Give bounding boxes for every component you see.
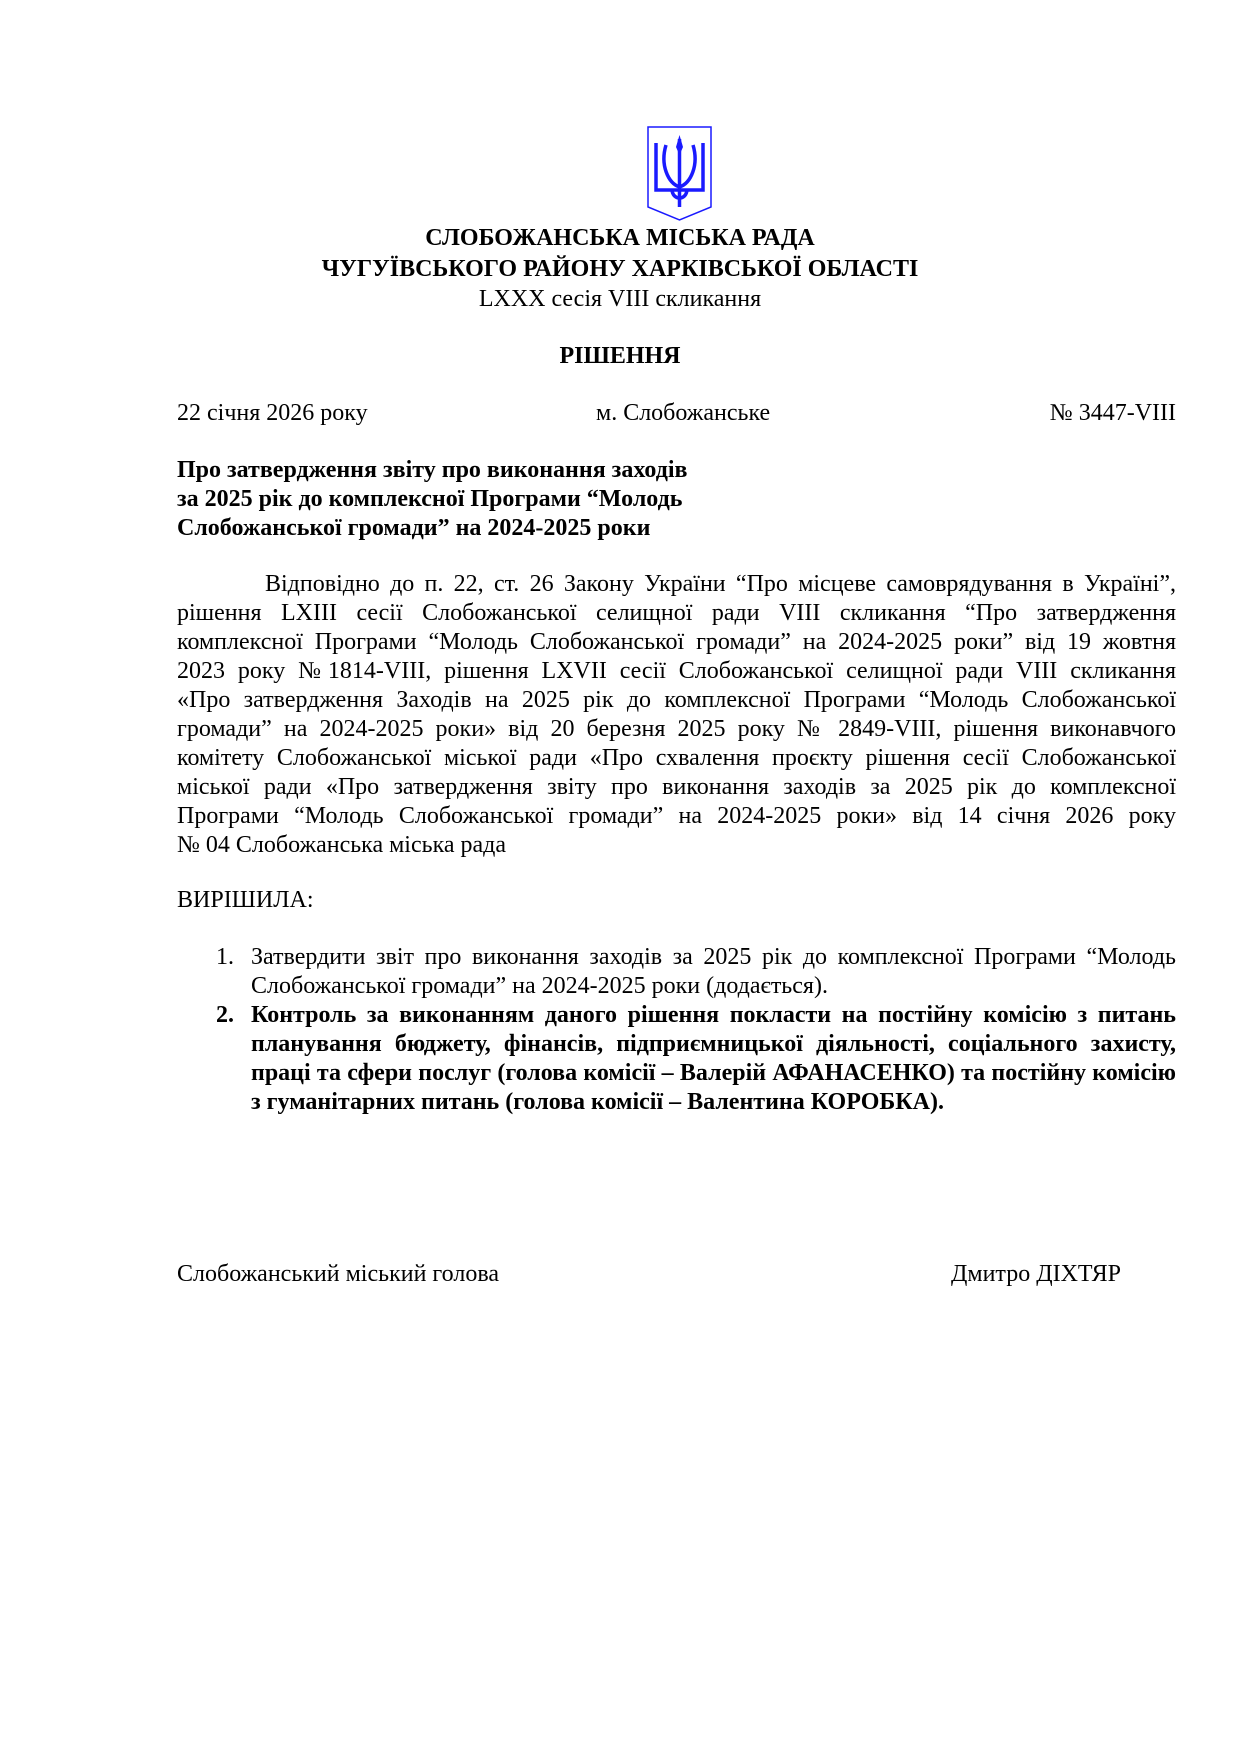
list-number: 1. — [216, 944, 234, 970]
coat-of-arms-icon — [646, 125, 713, 222]
district-name: ЧУГУЇВСЬКОГО РАЙОНУ ХАРКІВСЬКОЇ ОБЛАСТІ — [321, 256, 919, 282]
body-line: № 04 Слобожанська міська рада — [177, 832, 507, 858]
document-type: РІШЕННЯ — [559, 343, 681, 369]
council-name: СЛОБОЖАНСЬКА МІСЬКА РАДА — [425, 225, 815, 251]
list-line: Контроль за виконанням даного рішення покласти на постійну комісію з питань — [251, 1002, 1176, 1028]
list-line: Слобожанської громади” на 2024-2025 роки (додається). — [251, 973, 828, 999]
body-line: комплексної Програми “Молодь Слобожанської громади” на 2024-2025 роки” від 19 жовтня — [177, 629, 1176, 655]
decision-place: м. Слобожанське — [596, 400, 771, 426]
title-line: Слобожанської громади” на 2024-2025 роки — [177, 515, 651, 541]
list-line: Затвердити звіт про виконання заходів за 2025 рік до комплексної Програми “Молодь — [251, 944, 1176, 970]
list-line: з гуманітарних питань (голова комісії – Валентина КОРОБКА). — [251, 1089, 944, 1115]
body-line: «Про затвердження Заходів на 2025 рік до комплексної Програми “Молодь Слобожанської — [177, 687, 1176, 713]
list-line: планування бюджету, фінансів, підприємницької діяльності, соціального захисту, — [251, 1031, 1176, 1057]
body-line: комітету Слобожанської міської ради «Про схвалення проєкту рішення сесії Слобожанської — [177, 745, 1176, 771]
list-number: 2. — [216, 1002, 234, 1028]
signature-name: Дмитро ДІХТЯР — [951, 1261, 1121, 1287]
body-line: міської ради «Про затвердження звіту про виконання заходів за 2025 рік до комплексної — [177, 774, 1176, 800]
body-line: рішення LXIII сесії Слобожанської селищної ради VIII скликання “Про затвердження — [177, 600, 1176, 626]
signature-position: Слобожанський міський голова — [177, 1261, 499, 1287]
body-line: Програми “Молодь Слобожанської громади” на 2024-2025 роки» від 14 січня 2026 року — [177, 803, 1176, 829]
title-line: Про затвердження звіту про виконання заходів — [177, 457, 688, 483]
title-line: за 2025 рік до комплексної Програми “Молодь — [177, 486, 683, 512]
session-info: LXXX сесія VIII скликання — [478, 286, 762, 312]
resolved-heading: ВИРІШИЛА: — [177, 887, 314, 913]
body-line: 2023 року №1814-VIII, рішення LXVII сесії Слобожанської селищної ради VIII скликання — [177, 658, 1176, 684]
body-line: громади” на 2024-2025 роки» від 20 березня 2025 року № 2849-VIII, рішення виконавчого — [177, 716, 1176, 742]
decision-date: 22 січня 2026 року — [177, 400, 368, 426]
decision-number: № 3447-VIII — [1049, 400, 1176, 426]
list-line: праці та сфери послуг (голова комісії – Валерій АФАНАСЕНКО) та постійну комісію — [251, 1060, 1176, 1086]
body-line: Відповідно до п. 22, ст. 26 Закону України “Про місцеве самоврядування в Україні”, — [265, 571, 1176, 597]
